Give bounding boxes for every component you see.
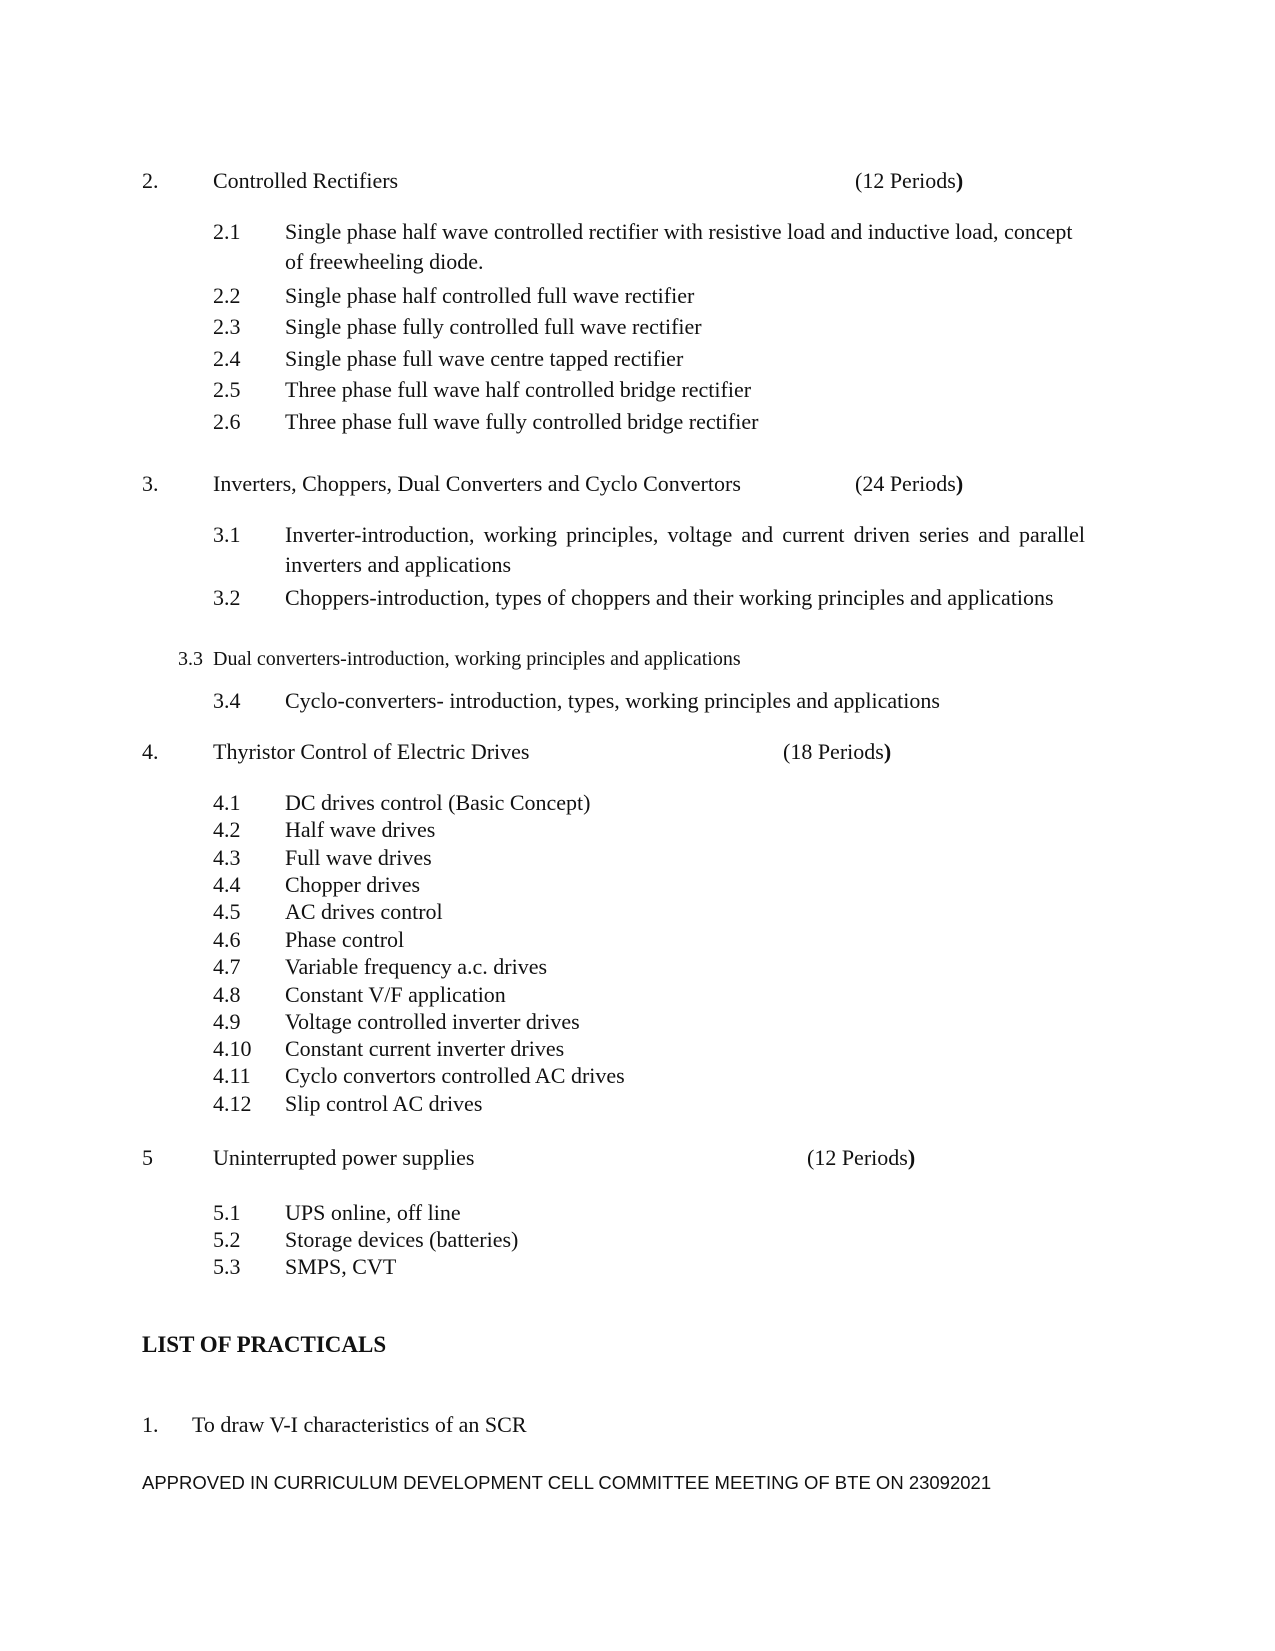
- item-4-3-text: Full wave drives: [285, 845, 432, 870]
- section-3-periods: (24 Periods): [855, 471, 964, 496]
- item-4-6-number: 4.6: [213, 927, 241, 952]
- item-4-4-number: 4.4: [213, 872, 241, 897]
- section-2-number: 2.: [142, 168, 159, 193]
- item-4-9-text: Voltage controlled inverter drives: [285, 1009, 580, 1034]
- section-5-number: 5: [142, 1145, 153, 1170]
- item-2-4-number: 2.4: [213, 346, 241, 371]
- section-5-title: Uninterrupted power supplies: [213, 1145, 475, 1170]
- section-4-periods: (18 Periods): [783, 739, 892, 764]
- practical-1-number: 1.: [142, 1412, 159, 1437]
- item-4-11-text: Cyclo convertors controlled AC drives: [285, 1063, 625, 1088]
- item-4-8-number: 4.8: [213, 982, 241, 1007]
- item-4-12-number: 4.12: [213, 1091, 252, 1116]
- item-2-6-number: 2.6: [213, 409, 241, 434]
- item-5-3-number: 5.3: [213, 1254, 241, 1279]
- item-2-3-number: 2.3: [213, 314, 241, 339]
- item-5-1-number: 5.1: [213, 1200, 241, 1225]
- item-3-3-text: Dual converters-introduction, working principles and applications: [213, 648, 741, 670]
- item-4-5-text: AC drives control: [285, 899, 443, 924]
- item-2-5-number: 2.5: [213, 377, 241, 402]
- section-4-number: 4.: [142, 739, 159, 764]
- item-4-11-number: 4.11: [213, 1063, 251, 1088]
- approval-footer: APPROVED IN CURRICULUM DEVELOPMENT CELL COMMITTEE MEETING OF BTE ON 23092021: [142, 1472, 992, 1493]
- section-3-title: Inverters, Choppers, Dual Converters and Cyclo Convertors: [213, 471, 741, 496]
- item-4-2-text: Half wave drives: [285, 817, 436, 842]
- item-3-1-number: 3.1: [213, 522, 241, 547]
- section-2-title: Controlled Rectifiers: [213, 168, 399, 193]
- item-2-1-number: 2.1: [213, 219, 241, 244]
- item-4-3-number: 4.3: [213, 845, 241, 870]
- item-3-4-number: 3.4: [213, 688, 241, 713]
- practicals-heading: LIST OF PRACTICALS: [142, 1332, 387, 1357]
- item-4-10-text: Constant current inverter drives: [285, 1036, 565, 1061]
- item-5-2-number: 5.2: [213, 1227, 241, 1252]
- item-4-9-number: 4.9: [213, 1009, 241, 1034]
- section-5-periods: (12 Periods): [807, 1145, 916, 1170]
- item-5-1-text: UPS online, off line: [285, 1200, 461, 1225]
- item-4-1-text: DC drives control (Basic Concept): [285, 790, 591, 815]
- item-4-6-text: Phase control: [285, 927, 405, 952]
- item-3-2-text: Choppers-introduction, types of choppers and their working principles and applications: [285, 585, 1054, 610]
- item-2-2-number: 2.2: [213, 283, 241, 308]
- item-3-3-number: 3.3: [178, 648, 203, 670]
- item-4-1-number: 4.1: [213, 790, 241, 815]
- item-4-4-text: Chopper drives: [285, 872, 421, 897]
- section-4-title: Thyristor Control of Electric Drives: [213, 739, 530, 764]
- item-2-2-text: Single phase half controlled full wave rectifier: [285, 283, 695, 308]
- item-2-4-text: Single phase full wave centre tapped rectifier: [285, 346, 684, 371]
- item-3-4-text: Cyclo-converters- introduction, types, working principles and applications: [285, 688, 940, 713]
- item-2-6-text: Three phase full wave fully controlled bridge rectifier: [285, 409, 759, 434]
- item-2-1-text: Single phase half wave controlled rectifier with resistive load and inductive load, concept of freewheeling diode.: [285, 219, 1073, 274]
- item-3-1-text: Inverter-introduction, working principles, voltage and current driven series and parallel inverters and applications: [285, 522, 1085, 577]
- item-2-3-text: Single phase fully controlled full wave rectifier: [285, 314, 702, 339]
- section-3-number: 3.: [142, 471, 159, 496]
- item-5-2-text: Storage devices (batteries): [285, 1227, 519, 1252]
- item-3-2-number: 3.2: [213, 585, 241, 610]
- item-5-3-text: SMPS, CVT: [285, 1254, 397, 1279]
- section-2-periods: (12 Periods): [855, 168, 964, 193]
- item-4-7-number: 4.7: [213, 954, 241, 979]
- item-4-8-text: Constant V/F application: [285, 982, 506, 1007]
- item-4-12-text: Slip control AC drives: [285, 1091, 483, 1116]
- item-4-10-number: 4.10: [213, 1036, 252, 1061]
- item-2-5-text: Three phase full wave half controlled bridge rectifier: [285, 377, 752, 402]
- item-4-7-text: Variable frequency a.c. drives: [285, 954, 548, 979]
- item-4-5-number: 4.5: [213, 899, 241, 924]
- practical-1-text: To draw V-I characteristics of an SCR: [192, 1412, 527, 1437]
- item-4-2-number: 4.2: [213, 817, 241, 842]
